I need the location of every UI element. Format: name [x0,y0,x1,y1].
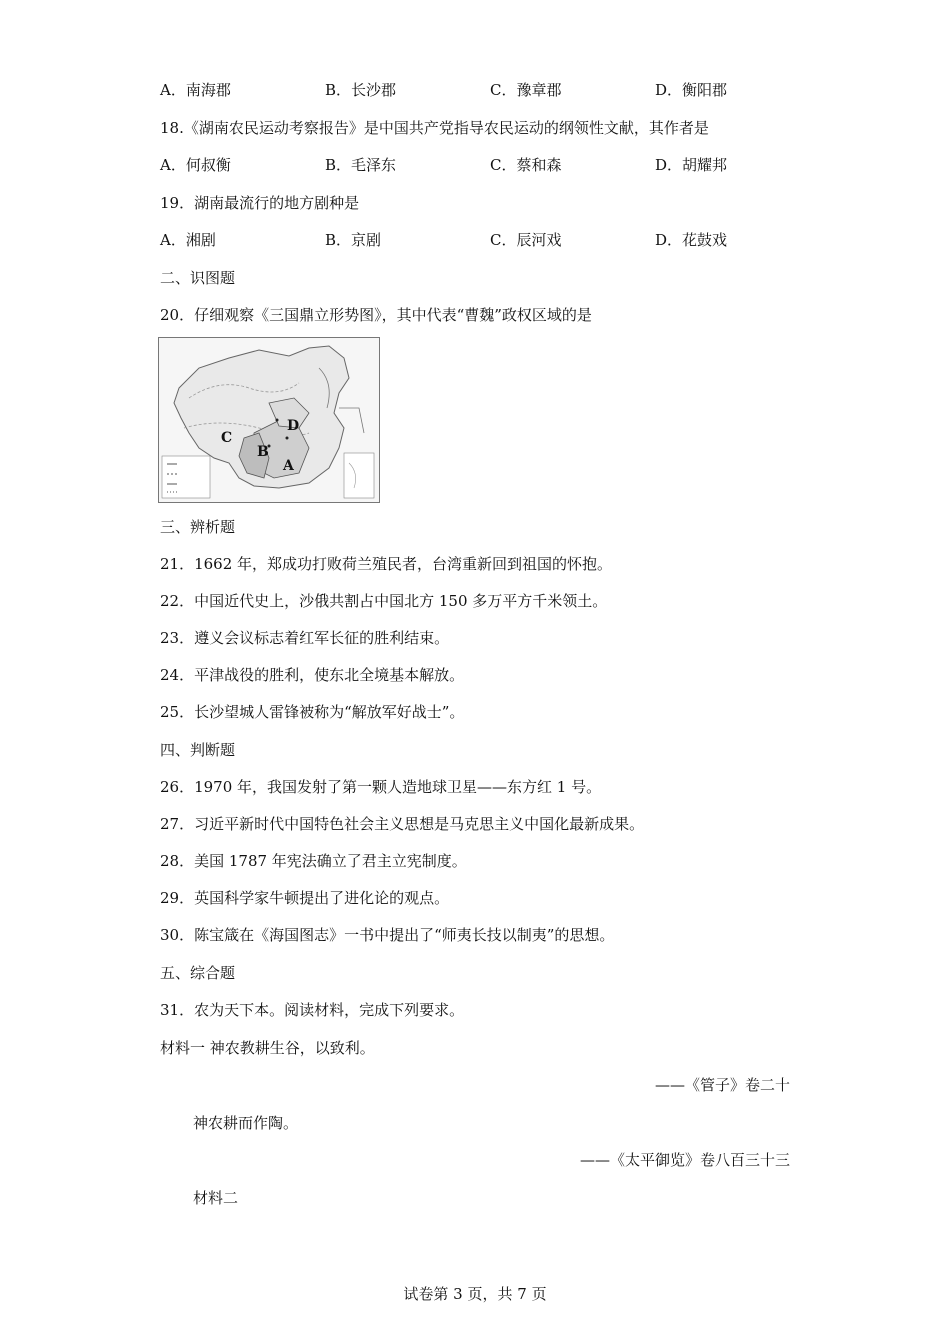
map-label-a: A [283,458,294,474]
map-label-b: B [257,444,269,460]
q23-text: 23．遵义会议标志着红军长征的胜利结束。 [160,629,450,647]
q31-stem: 31．农为天下本。阅读材料，完成下列要求。 [160,1001,465,1019]
q18-option-a: A．何叔衡 [160,156,231,174]
q29-text: 29．英国科学家牛顿提出了进化论的观点。 [160,889,450,907]
q30-text: 30．陈宝箴在《海国图志》一书中提出了“师夷长技以制夷”的思想。 [160,926,615,944]
q31-source-2: ——《太平御览》卷八百三十三 [579,1151,790,1169]
map-graphic [159,338,379,502]
q17-option-a: A．南海郡 [160,81,231,99]
q18-stem: 18.《湖南农民运动考察报告》是中国共产党指导农民运动的纲领性文献，其作者是 [160,119,709,137]
q22-text: 22．中国近代史上，沙俄共割占中国北方 150 多万平方千米领土。 [160,592,608,610]
q19-option-b: B．京剧 [325,231,382,249]
q31-source-1: ——《管子》卷二十 [654,1076,790,1094]
q19-option-a: A．湘剧 [160,231,216,249]
section-heading-5: 五、综合题 [160,964,236,982]
map-label-d: D [287,418,300,434]
q25-text: 25．长沙望城人雷锋被称为“解放军好战士”。 [160,703,465,721]
q19-option-d: D．花鼓戏 [655,231,728,249]
q31-quote-2: 神农耕而作陶。 [193,1114,299,1132]
q24-text: 24．平津战役的胜利，使东北全境基本解放。 [160,666,465,684]
q17-option-b: B．长沙郡 [325,81,397,99]
page-footer: 试卷第 3 页，共 7 页 [403,1285,547,1303]
q27-text: 27．习近平新时代中国特色社会主义思想是马克思主义中国化最新成果。 [160,815,645,833]
q17-option-d: D．衡阳郡 [655,81,728,99]
q17-option-c: C．豫章郡 [490,81,562,99]
q19-option-c: C．辰河戏 [490,231,562,249]
q28-text: 28．美国 1787 年宪法确立了君主立宪制度。 [160,852,467,870]
q18-option-b: B．毛泽东 [325,156,397,174]
q17-options [160,80,800,100]
map-label-c: C [221,430,233,446]
section-heading-2: 二、识图题 [160,269,236,287]
section-heading-3: 三、辨析题 [160,518,236,536]
q18-option-d: D．胡耀邦 [655,156,728,174]
q19-options [160,230,800,250]
q31-material-2: 材料二 [193,1189,239,1207]
q31-material-1: 材料一 神农教耕生谷，以致利。 [160,1039,375,1057]
three-kingdoms-map [158,337,380,503]
section-heading-4: 四、判断题 [160,741,236,759]
q18-option-c: C．蔡和森 [490,156,562,174]
q19-stem: 19．湖南最流行的地方剧种是 [160,194,360,212]
q18-options [160,155,800,175]
q20-stem: 20．仔细观察《三国鼎立形势图》，其中代表“曹魏”政权区域的是 [160,306,592,324]
q21-text: 21．1662 年，郑成功打败荷兰殖民者，台湾重新回到祖国的怀抱。 [160,555,613,573]
q26-text: 26．1970 年，我国发射了第一颗人造地球卫星——东方红 1 号。 [160,778,602,796]
